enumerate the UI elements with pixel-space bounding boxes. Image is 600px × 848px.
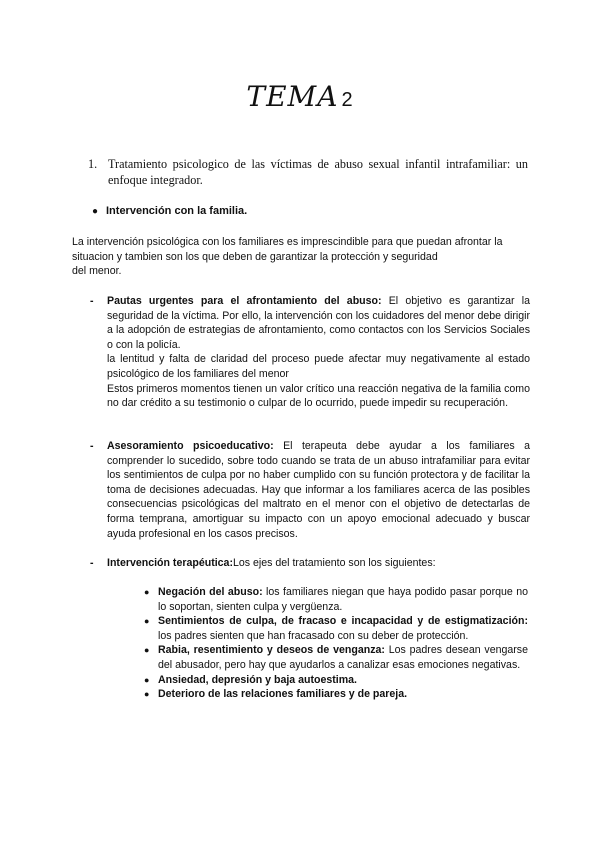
intro-paragraph bbox=[72, 235, 532, 279]
list-item bbox=[144, 673, 528, 688]
list-item-text: los familiares niegan que haya podido pasar porque no lo soportan, sienten culpa y vergüenza. bbox=[158, 586, 528, 613]
list-item bbox=[144, 585, 528, 614]
page-title bbox=[0, 80, 600, 113]
dash-item-paragraph bbox=[107, 556, 530, 571]
section-bullet bbox=[92, 205, 247, 217]
title-number: 2 bbox=[341, 89, 354, 111]
bullet-dot-icon: ● bbox=[144, 689, 150, 700]
list-item-heading: Ansiedad, depresión y baja autoestima. bbox=[158, 673, 357, 686]
list-item bbox=[144, 614, 528, 643]
list-item-heading: Deterioro de las relaciones familiares y de pareja. bbox=[158, 688, 408, 701]
section-bullet-label: Intervención con la familia. bbox=[106, 205, 248, 217]
dash-item-text: El objetivo es garantizar la seguridad de la víctima. Por ello, la intervención con los cuidadores del menor debe dirigir a la adopción de estrategias de afrontamiento, como contactos con los Servicios Sociales o con la policía. bbox=[107, 295, 530, 351]
numbered-item-text: Tratamiento psicologico de las víctimas de abuso sexual infantil intrafamiliar: un enfoque integrador. bbox=[108, 157, 528, 187]
dash-item-pautas bbox=[90, 294, 530, 411]
numbered-item bbox=[88, 156, 528, 188]
dash-item-asesoramiento bbox=[90, 439, 530, 541]
list-item bbox=[144, 643, 528, 672]
list-item-heading: Sentimientos de culpa, de fracaso e incapacidad y de estigmatización: bbox=[158, 615, 528, 628]
dash-marker: - bbox=[90, 295, 94, 307]
dash-item-heading: Pautas urgentes para el afrontamiento del abuso: bbox=[107, 295, 382, 307]
bullet-dot-icon: ● bbox=[92, 206, 99, 217]
dash-item-heading: Intervención terapéutica: bbox=[107, 557, 233, 569]
dash-marker: - bbox=[90, 440, 94, 452]
list-item-text: Los padres desean vengarse del abusador, pero hay que ayudarlos a canalizar esas emociones negativas. bbox=[158, 644, 528, 671]
treatment-axes-list bbox=[144, 585, 528, 702]
intro-line: situacion y tambien son los que deben de garantizar la protección y seguridad bbox=[72, 250, 438, 263]
title-main: TEMA bbox=[246, 80, 339, 113]
list-item-heading: Negación del abuso: bbox=[158, 586, 263, 598]
intro-line: del menor. bbox=[72, 265, 122, 277]
bullet-dot-icon: ● bbox=[144, 674, 150, 685]
numbered-item-marker: 1. bbox=[88, 157, 98, 171]
list-item bbox=[144, 687, 528, 702]
dash-item-intervencion bbox=[90, 556, 530, 571]
list-item-text: los padres sienten que han fracasado con su deber de protección. bbox=[158, 629, 469, 642]
list-item-heading: Rabia, resentimiento y deseos de venganza: bbox=[158, 644, 385, 657]
dash-item-text: Los ejes del tratamiento son los siguientes: bbox=[232, 557, 436, 569]
intro-line: La intervención psicológica con los familiares es imprescindible para que puedan afrontar la bbox=[72, 236, 503, 248]
dash-marker: - bbox=[90, 557, 94, 569]
dash-item-text: El terapeuta debe ayudar a los familiares a comprender lo sucedido, sobre todo cuando se trata de un abuso intrafamiliar para evitar los sentimientos de culpa por no haber cumplido con su función protectora y de facilitar la toma de decisiones adecuadas. Hay que informar a los familiares acerca de las posibles consecuencias psicológicas del maltrato en el menor con el objetivo de detectarlas de forma temprana, amortiguar su impacto con un apoyo emocional adecuado y buscar ayuda profesional en los casos precisos. bbox=[107, 440, 530, 540]
dash-item-extra: la lentitud y falta de claridad del proceso puede afectar muy negativamente al estado psicológico de los familiares del menor bbox=[107, 353, 530, 380]
dash-item-paragraph bbox=[107, 439, 530, 541]
dash-item-heading: Asesoramiento psicoeducativo: bbox=[107, 440, 274, 452]
bullet-dot-icon: ● bbox=[144, 587, 150, 597]
dash-item-paragraph bbox=[107, 294, 530, 352]
bullet-dot-icon: ● bbox=[144, 645, 150, 656]
dash-item-extra: Estos primeros momentos tienen un valor crítico una reacción negativa de la familia como no dar crédito a su testimonio o culpar de lo ocurrido, puede impedir su recuperación. bbox=[107, 382, 530, 410]
bullet-dot-icon: ● bbox=[144, 616, 150, 627]
